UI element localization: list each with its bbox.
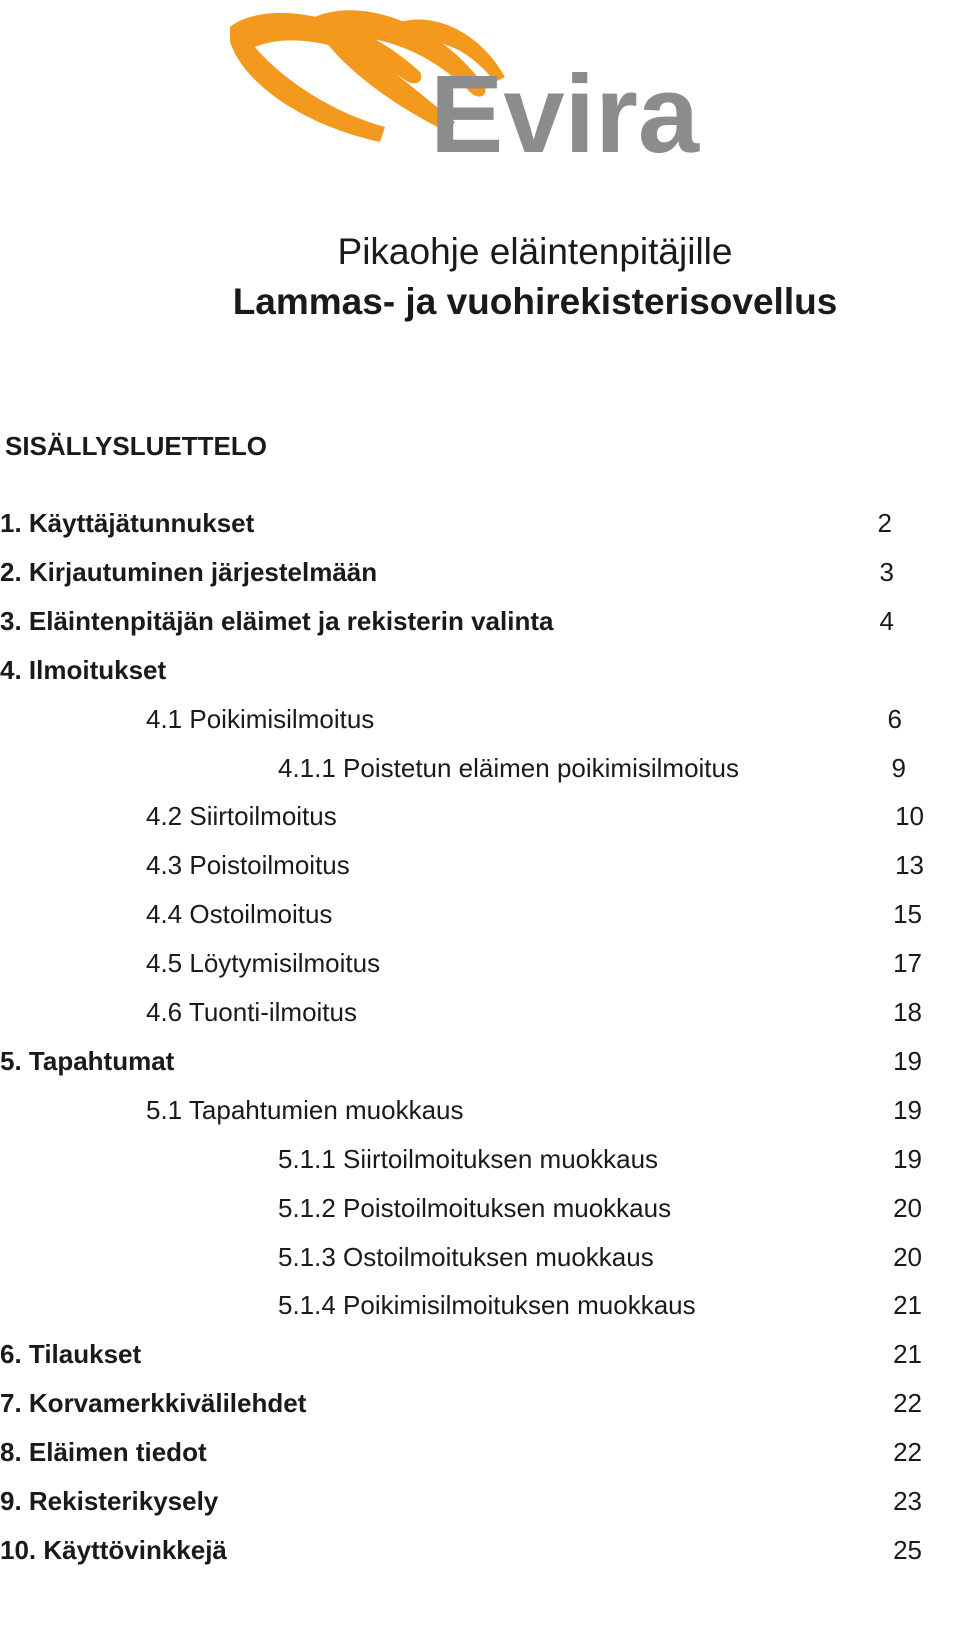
title-line-1: Pikaohje eläintenpitäjille [337, 231, 733, 272]
toc-entry-label: 5.1.4 Poikimisilmoituksen muokkaus [278, 1290, 696, 1321]
toc-entry-label: 5. Tapahtumat [0, 1045, 175, 1076]
toc-entry-page: 4 [879, 605, 894, 636]
toc-entry-page: 19 [893, 1094, 922, 1125]
toc-entry-label: 3. Eläintenpitäjän eläimet ja rekisterin valinta [0, 605, 554, 636]
toc-entry-label: 9. Rekisterikysely [0, 1486, 219, 1516]
toc-entry[interactable] [0, 943, 960, 983]
toc-entry-page: 17 [893, 948, 922, 979]
toc-entry-page: 3 [879, 556, 894, 587]
toc-entry[interactable] [0, 845, 960, 885]
toc-entry-label: 1. Käyttäjätunnukset [0, 508, 255, 538]
toc-entry-label: 4.4 Ostoilmoitus [146, 899, 333, 930]
toc-entry[interactable] [0, 552, 960, 592]
toc-entry[interactable] [0, 1041, 960, 1081]
toc-entry-label: 2. Kirjautuminen järjestelmään [0, 556, 378, 587]
toc-entry-label: 5.1 Tapahtumien muokkaus [146, 1094, 464, 1125]
toc-entry[interactable] [0, 992, 960, 1032]
toc-entry-label: 7. Korvamerkkivälilehdet [0, 1388, 307, 1419]
toc-entry[interactable] [0, 650, 960, 690]
toc-entry-label: 5.1.1 Siirtoilmoituksen muokkaus [278, 1143, 659, 1174]
toc-entry[interactable] [0, 1383, 960, 1423]
toc-entry-page: 21 [893, 1290, 922, 1321]
toc-entry[interactable] [0, 1334, 960, 1374]
toc-entry-label: 4. Ilmoitukset [0, 654, 167, 685]
logo-text: Evira [430, 53, 700, 176]
toc-entry-page: 19 [893, 1045, 922, 1076]
toc-entry-label: 4.6 Tuonti-ilmoitus [146, 997, 357, 1027]
toc-entry-label: 5.1.2 Poistoilmoituksen muokkaus [278, 1192, 672, 1223]
toc-entry-label: 6. Tilaukset [0, 1339, 142, 1370]
toc-entry-label: 4.1 Poikimisilmoitus [146, 703, 375, 734]
toc-entry[interactable] [0, 503, 960, 543]
toc-entry-page: 22 [893, 1437, 922, 1468]
evira-logo [220, 2, 740, 177]
toc-entry-page: 20 [893, 1192, 922, 1223]
toc-entry[interactable] [0, 796, 960, 836]
toc-entry[interactable] [0, 1090, 960, 1130]
toc-entry-page: 19 [893, 1143, 922, 1174]
toc-entry-label: 5.1.3 Ostoilmoituksen muokkaus [278, 1241, 654, 1272]
toc-entry-page: 22 [893, 1388, 922, 1419]
toc-entry[interactable] [0, 1530, 960, 1570]
toc-entry[interactable] [0, 1188, 960, 1228]
toc-entry-page: 23 [893, 1486, 922, 1516]
toc-entry-page: 6 [887, 703, 902, 734]
toc-entry-label: 4.1.1 Poistetun eläimen poikimisilmoitus [278, 752, 739, 783]
toc-entry[interactable] [0, 1285, 960, 1325]
toc-entry[interactable] [0, 894, 960, 934]
toc-entry[interactable] [0, 601, 960, 641]
toc-entry[interactable] [0, 748, 960, 788]
toc-entry-page: 10 [895, 801, 924, 832]
toc-heading: SISÄLLYSLUETTELO [5, 431, 267, 461]
toc-entry[interactable] [0, 1139, 960, 1179]
title-line-2: Lammas- ja vuohirekisterisovellus [232, 281, 838, 322]
toc-entry-page: 18 [893, 997, 922, 1027]
toc-entry-page: 25 [893, 1534, 922, 1565]
toc-entry-page: 2 [877, 508, 892, 538]
toc-entry-page: 21 [893, 1339, 922, 1370]
toc-entry-page: 20 [893, 1241, 922, 1272]
toc-entry[interactable] [0, 1432, 960, 1472]
toc-entry-label: 4.5 Löytymisilmoitus [146, 948, 381, 979]
toc-entry-label: 10. Käyttövinkkejä [0, 1534, 227, 1565]
toc-entry[interactable] [0, 699, 960, 739]
toc-entry[interactable] [0, 1481, 960, 1521]
toc-entry-label: 4.3 Poistoilmoitus [146, 850, 350, 881]
toc-entry-label: 8. Eläimen tiedot [0, 1437, 207, 1468]
toc-entry-page: 15 [893, 899, 922, 930]
toc-entry[interactable] [0, 1237, 960, 1277]
toc-entry-label: 4.2 Siirtoilmoitus [146, 801, 337, 832]
toc-entry-page: 13 [895, 850, 924, 881]
toc-entry-page: 9 [891, 752, 906, 783]
